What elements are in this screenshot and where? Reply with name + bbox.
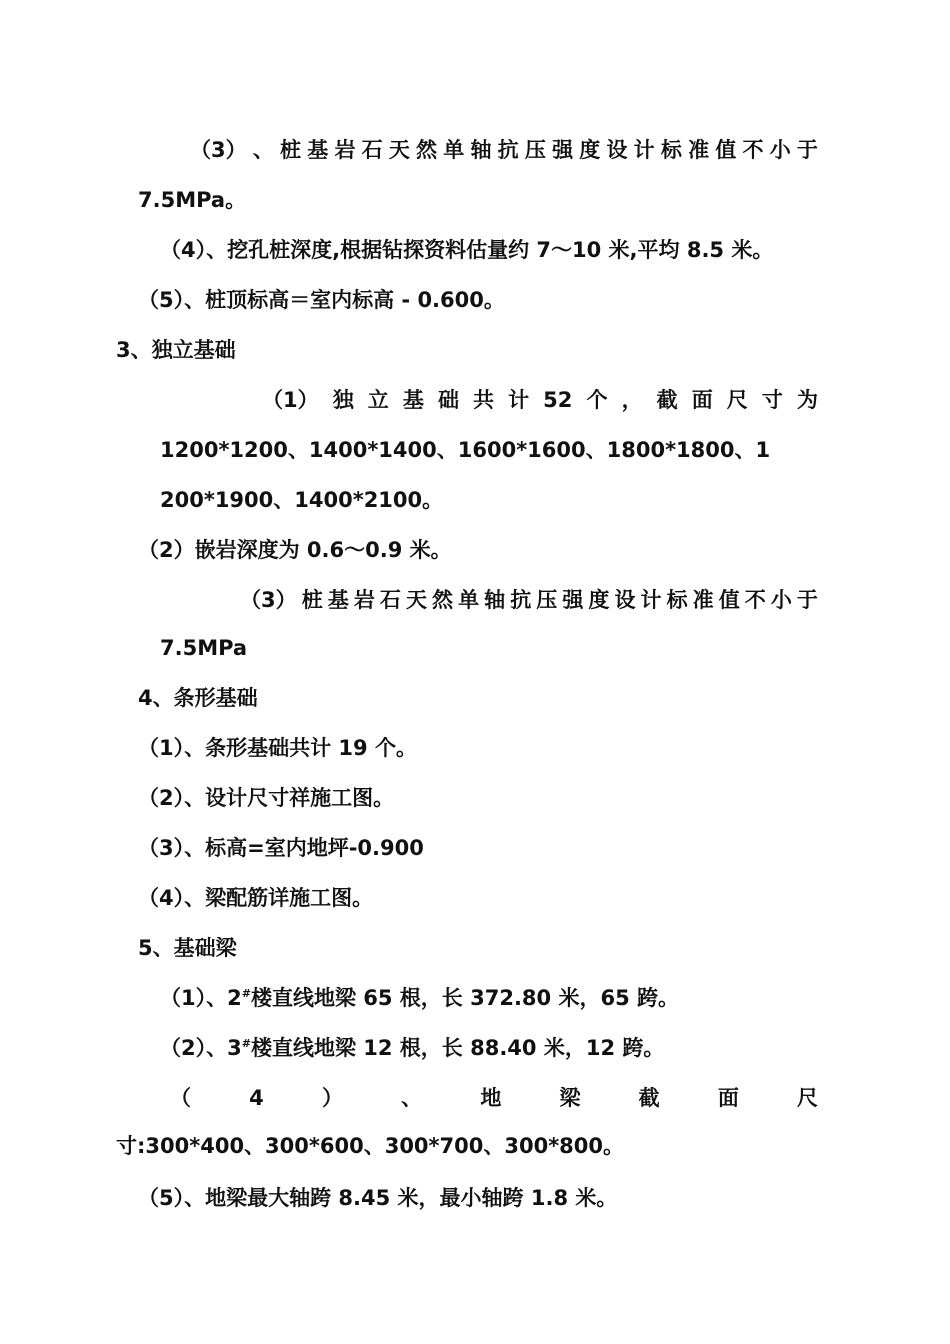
para-beam-2-post: 楼直线地梁 12 根，长 88.40 米，12 跨。 — [250, 1036, 665, 1060]
justified-glyph: （ — [170, 1086, 191, 1110]
justified-glyph: 压 — [524, 138, 546, 162]
justified-glyph: 地 — [480, 1086, 502, 1110]
justified-glyph: 度 — [579, 138, 601, 162]
heading-isolated-foundation: 3、独立基础 — [116, 338, 236, 362]
justified-glyph: 于 — [796, 138, 818, 162]
justified-glyph: 尺 — [726, 388, 748, 412]
para-strip-4: （4）、梁配筋详施工图。 — [138, 886, 374, 910]
justified-glyph: 单 — [458, 588, 480, 612]
para-iso-1-line2: 1200*1200、1400*1400、1600*1600、1800*1800、1 — [160, 438, 771, 462]
justified-glyph: 于 — [796, 588, 818, 612]
heading-strip-foundation: 4、条形基础 — [138, 686, 258, 710]
justified-glyph: 天 — [388, 138, 410, 162]
para-5-pile-top-elevation: （5）、桩顶标高＝室内标高 - 0.600。 — [138, 288, 505, 312]
para-beam-4-line1 — [170, 1084, 818, 1112]
justified-glyph: 石 — [361, 138, 383, 162]
justified-glyph: 准 — [692, 588, 714, 612]
para-iso-3-line2: 7.5MPa — [160, 636, 248, 660]
para-3-line1 — [190, 136, 818, 164]
justified-glyph: 52 — [543, 388, 573, 412]
justified-glyph: 标 — [666, 588, 688, 612]
justified-glyph: 岩 — [334, 138, 356, 162]
justified-glyph: 轴 — [484, 588, 506, 612]
justified-glyph: 压 — [536, 588, 558, 612]
justified-glyph: 面 — [717, 1086, 739, 1110]
para-beam-1 — [160, 984, 679, 1012]
para-beam-2-pre: （2）、3 — [160, 1036, 242, 1060]
para-strip-2: （2）、设计尺寸祥施工图。 — [138, 786, 395, 810]
justified-glyph: 小 — [770, 588, 792, 612]
justified-glyph: 轴 — [470, 138, 492, 162]
para-beam-1-pre: （1）、2 — [160, 986, 242, 1010]
justified-glyph: 小 — [769, 138, 791, 162]
justified-glyph: 不 — [742, 138, 764, 162]
justified-glyph: 尺 — [797, 1086, 818, 1110]
para-beam-2 — [160, 1034, 664, 1062]
justified-glyph: 4 — [249, 1086, 264, 1110]
para-3-line2: 7.5MPa。 — [138, 188, 247, 212]
justified-glyph: 值 — [718, 588, 740, 612]
justified-glyph: 计 — [508, 388, 530, 412]
para-beam-4-line2: 寸:300*400、300*600、300*700、300*800。 — [116, 1134, 625, 1158]
justified-glyph: 抗 — [497, 138, 519, 162]
justified-glyph: 截 — [638, 1086, 660, 1110]
justified-glyph: 桩 — [280, 138, 302, 162]
justified-glyph: 天 — [405, 588, 427, 612]
justified-glyph: 个 — [586, 388, 608, 412]
justified-glyph: 准 — [688, 138, 710, 162]
justified-glyph: 计 — [633, 138, 655, 162]
justified-glyph: 、 — [252, 138, 274, 162]
para-beam-1-sup: # — [241, 987, 251, 1000]
justified-glyph: （1） — [262, 388, 319, 412]
justified-glyph: ） — [321, 1086, 343, 1110]
justified-glyph: 基 — [327, 588, 349, 612]
justified-glyph: （3） — [190, 138, 247, 162]
para-4-pile-depth: （4）、挖孔桩深度,根据钻探资料估量约 7～10 米,平均 8.5 米。 — [160, 238, 774, 262]
justified-glyph: 设 — [606, 138, 628, 162]
justified-glyph: 单 — [443, 138, 465, 162]
justified-glyph: 寸 — [761, 388, 783, 412]
justified-glyph: 岩 — [353, 588, 375, 612]
justified-glyph: 不 — [744, 588, 766, 612]
justified-glyph: 值 — [715, 138, 737, 162]
justified-glyph: 石 — [379, 588, 401, 612]
para-strip-3: （3）、标高=室内地坪-0.900 — [138, 836, 424, 860]
para-strip-1: （1）、条形基础共计 19 个。 — [138, 736, 417, 760]
para-iso-1-line1 — [262, 386, 818, 414]
justified-glyph: （3） — [240, 588, 297, 612]
justified-glyph: 桩 — [301, 588, 323, 612]
justified-glyph: 截 — [656, 388, 678, 412]
justified-glyph: 计 — [640, 588, 662, 612]
para-iso-3-line1 — [240, 586, 818, 614]
justified-glyph: 基 — [402, 388, 424, 412]
justified-glyph: 然 — [416, 138, 438, 162]
justified-glyph: 梁 — [559, 1086, 581, 1110]
para-iso-1-line3: 200*1900、1400*2100。 — [160, 488, 444, 512]
justified-glyph: 强 — [562, 588, 584, 612]
justified-glyph: 面 — [691, 388, 713, 412]
justified-glyph: ， — [621, 388, 643, 412]
justified-glyph: 然 — [432, 588, 453, 612]
para-iso-2-embed-depth: （2）嵌岩深度为 0.6～0.9 米。 — [138, 538, 452, 562]
para-beam-2-sup: # — [241, 1037, 251, 1050]
justified-glyph: 独 — [332, 388, 354, 412]
justified-glyph: 立 — [367, 388, 389, 412]
justified-glyph: 强 — [552, 138, 574, 162]
justified-glyph: 标 — [660, 138, 682, 162]
justified-glyph: 为 — [796, 388, 818, 412]
justified-glyph: 度 — [588, 588, 610, 612]
justified-glyph: 基 — [307, 138, 329, 162]
justified-glyph: 、 — [401, 1086, 423, 1110]
heading-foundation-beam: 5、基础梁 — [138, 936, 237, 960]
justified-glyph: 共 — [473, 388, 495, 412]
justified-glyph: 抗 — [510, 588, 532, 612]
justified-glyph: 础 — [437, 388, 459, 412]
para-beam-1-post: 楼直线地梁 65 根，长 372.80 米，65 跨。 — [250, 986, 679, 1010]
justified-glyph: 设 — [614, 588, 636, 612]
para-beam-5: （5）、地梁最大轴跨 8.45 米，最小轴跨 1.8 米。 — [138, 1186, 618, 1210]
